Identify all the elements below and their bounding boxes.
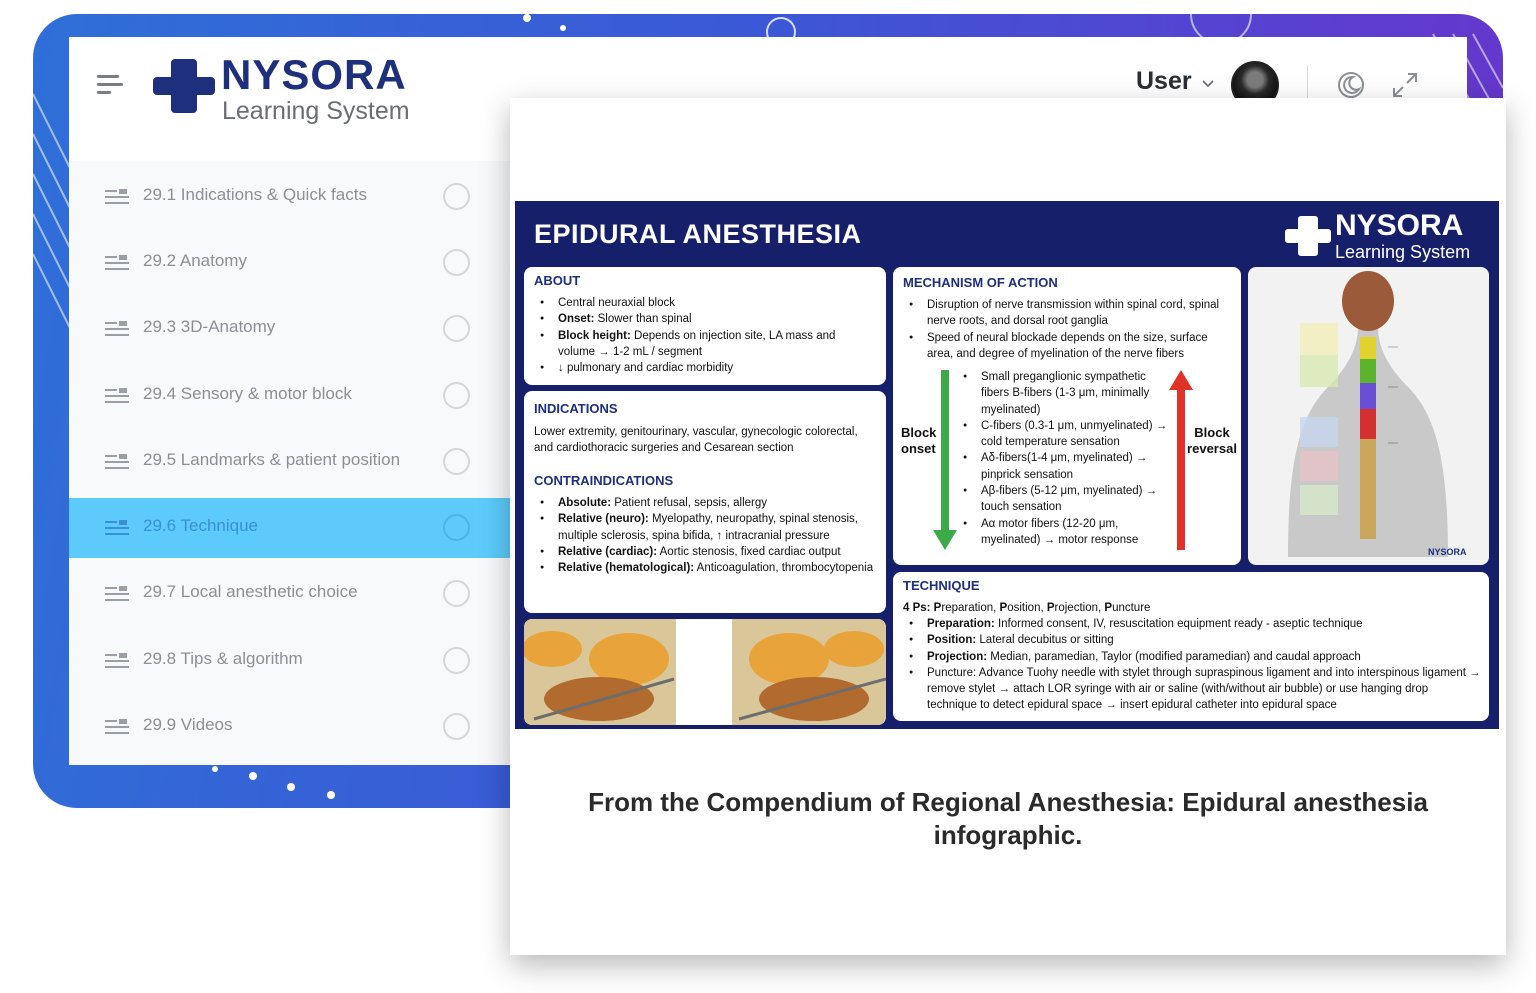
completion-circle-icon[interactable] — [443, 249, 470, 276]
block-onset-label: Block onset — [901, 425, 937, 456]
fiber-item: ● Small preganglionic sympathetic fibers B-fibers (1-3 μm, minimally myelinated) — [957, 369, 1169, 418]
completion-circle-icon[interactable] — [443, 183, 470, 210]
brand-logo[interactable] — [153, 49, 423, 129]
mechanism-item: ● Disruption of nerve transmission within spinal cord, spinal nerve roots, and dorsal root ganglia — [903, 297, 1233, 330]
sidebar-item-technique[interactable] — [69, 498, 510, 558]
indications-panel — [524, 391, 886, 613]
sidebar-item-videos[interactable] — [69, 697, 510, 757]
lesson-list-icon — [105, 586, 129, 604]
sidebar-item-landmarks[interactable] — [69, 432, 510, 492]
infographic-logo-word: NYSORA — [1335, 209, 1464, 242]
contraindications-heading: CONTRAINDICATIONS — [534, 473, 674, 488]
completion-circle-icon[interactable] — [443, 448, 470, 475]
indications-heading: INDICATIONS — [534, 401, 618, 416]
technique-intro: 4 Ps: Preparation, Position, Projection, Puncture — [903, 602, 1151, 614]
block-reversal-arrow — [1169, 370, 1193, 550]
contraindication-item: ● Relative (neuro): Myelopathy, neuropathy, spinal stenosis, multiple sclerosis, spina bifida, ↑ intracranial pressure — [534, 511, 879, 544]
block-reversal-label: Block reversal — [1187, 425, 1237, 456]
needle-illustration-image — [524, 619, 886, 725]
technique-list — [903, 616, 1481, 714]
infographic-title: EPIDURAL ANESTHESIA — [534, 219, 862, 249]
lesson-list-icon — [105, 189, 129, 207]
sidebar-item-label: 29.2 Anatomy — [143, 251, 247, 270]
user-menu-label[interactable]: User — [1136, 67, 1192, 95]
sidebar-item-anatomy[interactable] — [69, 233, 510, 293]
completion-circle-icon[interactable] — [443, 514, 470, 541]
infographic-logo-sub: Learning System — [1335, 242, 1471, 262]
infographic-image — [515, 201, 1499, 729]
sidebar-item-label: 29.7 Local anesthetic choice — [143, 582, 358, 601]
brand-subtitle: Learning System — [222, 97, 410, 125]
sidebar-item-label: 29.6 Technique — [143, 516, 259, 535]
needle-insertion-illustration — [524, 619, 886, 725]
sidebar-item-label: 29.1 Indications & Quick facts — [143, 185, 367, 204]
fiber-item: ● Aβ-fibers (5-12 μm, myelinated) → touch sensation — [957, 483, 1169, 516]
sidebar-item-3d-anatomy[interactable] — [69, 299, 510, 359]
lesson-list-icon — [105, 454, 129, 472]
sidebar-item-label: 29.4 Sensory & motor block — [143, 384, 352, 403]
mechanism-item: ● Speed of neural blockade depends on the size, surface area, and degree of myelination of the nerve fibers — [903, 330, 1233, 363]
indications-text: Lower extremity, genitourinary, vascular, gynecologic colorectal, and cardiothoracic surgeries and Cesarean section — [534, 426, 858, 455]
technique-item: ● Projection: Median, paramedian, Taylor (modified paramedian) and caudal approach — [903, 649, 1481, 665]
dermatome-figure — [1248, 267, 1489, 565]
sidebar-item-tips[interactable] — [69, 631, 510, 691]
sidebar-item-sensory-motor[interactable] — [69, 366, 510, 426]
sidebar-item-indications[interactable] — [69, 167, 510, 227]
sidebar-item-label: 29.9 Videos — [143, 715, 233, 734]
contraindication-item: ● Absolute: Patient refusal, sepsis, allergy — [534, 495, 879, 511]
lesson-list-icon — [105, 653, 129, 671]
about-item: ● Onset: Slower than spinal — [534, 311, 874, 327]
fibers-list — [957, 369, 1169, 548]
technique-item: ● Puncture: Advance Tuohy needle with stylet through supraspinous ligament and into interspinous ligament → remove stylet → attach LOR syringe with air or saline (with/without air bubble) or use hanging drop technique to detect epidural space → insert epidural catheter into epidural space — [903, 665, 1481, 714]
sidebar-item-label: 29.3 3D-Anatomy — [143, 317, 276, 336]
sidebar-item-label: 29.8 Tips & algorithm — [143, 649, 303, 668]
menu-icon[interactable] — [97, 73, 123, 95]
fiber-item: ● Aδ-fibers(1-4 μm, myelinated) → pinprick sensation — [957, 450, 1169, 483]
completion-circle-icon[interactable] — [443, 713, 470, 740]
technique-item: ● Position: Lateral decubitus or sitting — [903, 632, 1481, 648]
spinal-anatomy-image — [1248, 267, 1489, 565]
block-onset-arrow — [933, 370, 957, 550]
about-item: ● Block height: Depends on injection site, LA mass and volume → 1-2 mL / segment — [534, 328, 874, 361]
contraindications-list — [534, 495, 879, 576]
fullscreen-expand-icon[interactable] — [1391, 71, 1419, 99]
dark-mode-moon-icon[interactable] — [1337, 71, 1365, 99]
lesson-list-icon — [105, 388, 129, 406]
figure-logo-mark: NYSORA — [1428, 547, 1467, 557]
lesson-list-icon — [105, 321, 129, 339]
contraindication-item: ● Relative (cardiac): Aortic stenosis, fixed cardiac output — [534, 544, 879, 560]
fiber-item: ● C-fibers (0.3-1 μm, unmyelinated) → cold temperature sensation — [957, 418, 1169, 451]
content-card — [510, 98, 1506, 955]
mechanism-panel — [893, 267, 1241, 565]
completion-circle-icon[interactable] — [443, 580, 470, 607]
contraindication-item: ● Relative (hematological): Anticoagulation, thrombocytopenia — [534, 560, 879, 576]
about-item: ● ↓ pulmonary and cardiac morbidity — [534, 360, 874, 376]
sidebar-item-local-anesthetic[interactable] — [69, 564, 510, 624]
brand-cross-icon — [153, 55, 215, 117]
brand-cross-icon — [1285, 213, 1331, 259]
technique-item: ● Preparation: Informed consent, IV, resuscitation equipment ready - aseptic technique — [903, 616, 1481, 632]
mechanism-heading: MECHANISM OF ACTION — [903, 275, 1058, 290]
about-item: ● Central neuraxial block — [534, 295, 874, 311]
about-panel — [524, 267, 886, 385]
lesson-sidebar — [69, 161, 510, 765]
about-heading: ABOUT — [534, 273, 581, 288]
completion-circle-icon[interactable] — [443, 382, 470, 409]
mechanism-list — [903, 297, 1233, 362]
lesson-list-icon — [105, 255, 129, 273]
sidebar-item-label: 29.5 Landmarks & patient position — [143, 450, 401, 469]
fiber-item: ● Aα motor fibers (12-20 μm, myelinated) → motor response — [957, 516, 1169, 549]
technique-panel — [893, 572, 1489, 721]
completion-circle-icon[interactable] — [443, 315, 470, 342]
completion-circle-icon[interactable] — [443, 647, 470, 674]
brand-name: NYSORA — [221, 51, 407, 98]
lesson-list-icon — [105, 520, 129, 538]
infographic-logo — [1283, 209, 1488, 261]
about-list — [534, 295, 874, 376]
lesson-list-icon — [105, 719, 129, 737]
infographic-caption: From the Compendium of Regional Anesthesia: Epidural anesthesia infographic. — [588, 787, 1428, 850]
technique-heading: TECHNIQUE — [903, 578, 980, 593]
chevron-down-icon[interactable] — [1202, 75, 1214, 91]
